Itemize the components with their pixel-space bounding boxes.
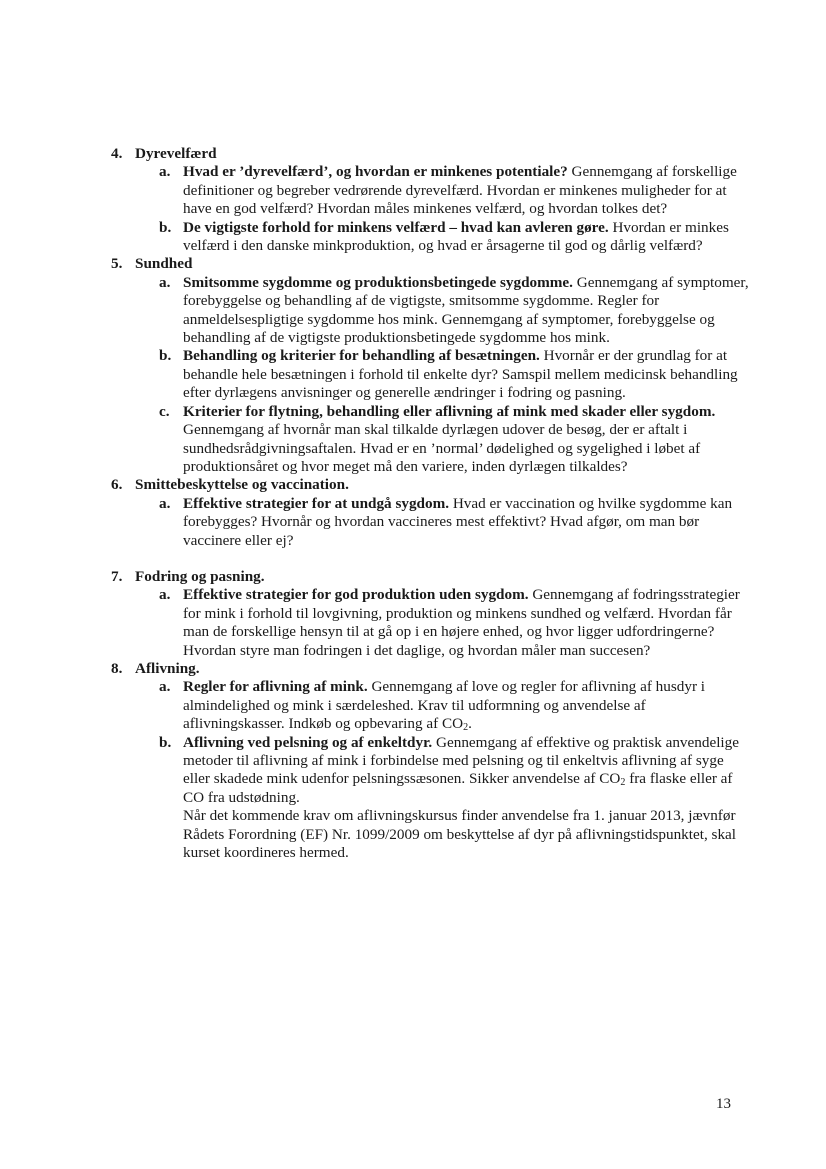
section-title: Smittebeskyttelse og vaccination. [135,476,349,494]
subscript: 2 [463,722,469,734]
item-title: Behandling og kriterier for behandling af besætningen. [183,347,540,365]
section-title: Aflivning. [135,659,200,677]
item-text: Gennemgang af forskellige definitioner og begreber vedrørende dyrevelfærd. Hvordan er minkenes muligheder for at have en god velfærd? Hvordan måles minkenes velfærd, og hvordan tolkes det? [183,163,737,218]
section-5 [111,255,751,476]
item-letter: a. [159,273,171,291]
subscript: 2 [620,777,626,789]
item-letter: b. [159,733,172,751]
item-letter: c. [159,402,170,420]
item-title: Effektive strategier for at undgå sygdom. [183,494,450,512]
section-7 [111,568,751,660]
item-letter: b. [159,347,172,365]
section-number: 7. [111,567,123,585]
item-title: Kriterier for flytning, behandling eller aflivning af mink med skader eller sygdom. [183,402,716,420]
list-item [159,495,751,550]
list-item [159,163,751,218]
item-text: Gennemgang af love og regler for aflivning af husdyr i almindelighed og mink i særdeleshed. Krav til udformning og anvendelse af aflivningskasser. Indkøb og opbevaring af $CO_2$. [183,678,706,734]
item-title: Smitsomme sygdomme og produktionsbetingede sygdomme. [183,273,573,291]
item-text: Gennemgang af fodringsstrategier for mink i forhold til lovgivning, produktion og minkens sundhed og velfærd. Hvordan får man de forskellige hensyn til at gå op i en højere enhed, og hvor ligger udfordringerne? Hvordan styre man fodringen i det daglige, og hvordan måler man succesen? [183,586,740,659]
list-item [159,734,751,863]
item-text: Hvornår er der grundlag for at behandle hele besætningen i forhold til enkelte dyr? Samspil mellem medicinsk behandling efter dyrlægens anvisninger og generelle ændringer i fodring og pasning. [183,347,738,402]
section-number: 4. [111,145,123,162]
item-text: Hvad er vaccination og hvilke sygdomme kan forebygges? Hvornår og hvordan vaccineres mest effektivt? Hvad afgør, om man bør vaccinere eller ej? [183,494,733,549]
page-number: 13 [716,1096,731,1112]
item-letter: a. [159,494,171,512]
list-item [159,274,751,348]
item-letter: a. [159,163,171,181]
section-6 [111,476,751,550]
item-title: Regler for aflivning af mink. [183,678,368,696]
list-item [159,586,751,660]
section-number: 8. [111,659,123,677]
list-item [159,347,751,402]
list-item [159,219,751,256]
list-item [159,403,751,477]
document-body [111,145,751,862]
item-title: De vigtigste forhold for minkens velfærd – hvad kan avleren gøre. [183,218,609,236]
item-text: Hvordan er minkes velfærd i den danske minkproduktion, og hvad er årsagerne til god og dårlig velfærd? [183,218,729,255]
section-8 [111,660,751,862]
list-item [159,678,751,733]
section-4 [111,145,751,255]
item-letter: a. [159,586,171,604]
section-number: 6. [111,476,123,494]
item-title: Effektive strategier for god produktion uden sygdom. [183,586,529,604]
section-title: Fodring og pasning. [135,567,265,585]
item-title: Aflivning ved pelsning og af enkeltdyr. [183,733,433,751]
item-letter: a. [159,678,171,696]
item-note: Når det kommende krav om aflivningskursus finder anvendelse fra 1. januar 2013, jævnfør Rådets Forordning (EF) Nr. 1099/2009 om beskyttelse af dyr på aflivningstidspunktet, skal kurset koordineres hermed. [183,807,737,862]
item-text: Gennemgang af effektive og praktisk anvendelige metoder til aflivning af mink i forbindelse med pelsning og til enkeltvis aflivning af syge eller skadede mink udenfor pelsningssæsonen. Sikker anvendelse af $CO_2$ fra flaske eller af CO fra udstødning. [183,733,739,806]
section-title: Dyrevelfærd [135,145,217,162]
item-text: Gennemgang af hvornår man skal tilkalde dyrlægen udover de besøg, der er aftalt i sundhedsrådgivningsaftalen. Hvad er en ’normal’ dødelighed og sygelighed i løbet af produktionsåret og hvor meget må den variere, inden dyrlægen tilkaldes? [183,421,701,475]
section-number: 5. [111,255,123,273]
item-letter: b. [159,218,172,236]
spacer [111,550,751,568]
section-title: Sundhed [135,255,193,273]
item-title: Hvad er ’dyrevelfærd’, og hvordan er minkenes potentiale? [183,163,568,181]
item-text: Gennemgang af symptomer, forebyggelse og behandling af de vigtigste, smitsomme sygdomme. Regler for anmeldelsespligtige sygdomme hos mink. Gennemgang af symptomer, forebyggelse og behandling af de vigtigste produktionsbetingede sygdomme hos mink. [183,273,749,347]
